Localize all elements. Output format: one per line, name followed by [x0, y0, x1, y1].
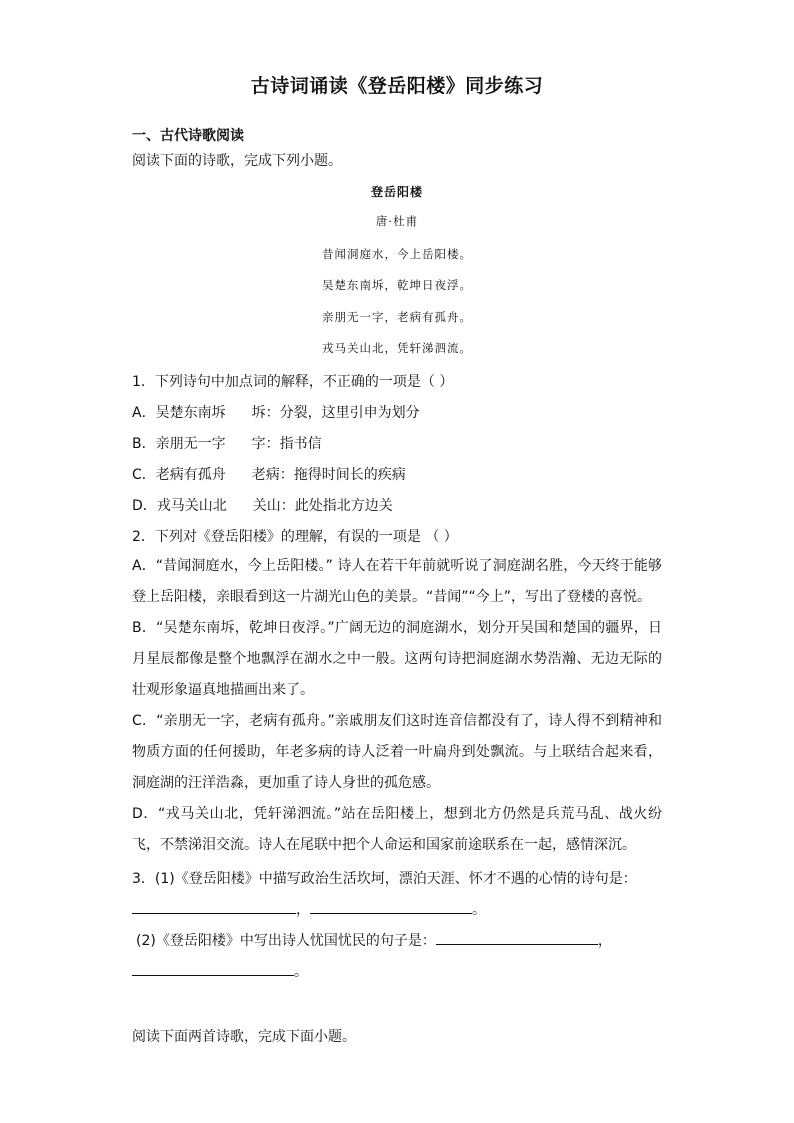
question-1-option-d	[132, 495, 393, 515]
poem-line: 亲朋无一字，老病有孤舟。	[322, 310, 472, 324]
question-1-option-b	[132, 433, 322, 453]
option-phrase: D．戎马关山北	[132, 498, 227, 514]
question-1-option-a	[132, 402, 420, 422]
question-2-option-b: B．“吴楚东南坼，乾坤日夜浮。”广阔无边的洞庭湖水，划分开吴国和楚国的疆界，日月星辰都像是整个地飘浮在湖水之中一般。这两句诗把洞庭湖水势浩瀚、无边无际的壮观形象逼真地描画出来了。	[132, 620, 662, 698]
question-1-option-c	[132, 464, 406, 484]
poem-line: 昔闻洞庭水，今上岳阳楼。	[322, 247, 472, 261]
option-phrase: A．吴楚东南坼	[132, 405, 226, 421]
poem-line: 吴楚东南坼，乾坤日夜浮。	[322, 278, 472, 292]
answer-blank[interactable]	[310, 899, 472, 914]
question-2-option-a: A．“昔闻洞庭水，今上岳阳楼。” 诗人在若干年前就听说了洞庭湖名胜，今天终于能够登上岳阳楼，亲眼看到这一片湖光山色的美景。“昔闻”“今上”，写出了登楼的喜悦。	[132, 558, 662, 605]
answer-blank[interactable]	[132, 899, 296, 914]
poem-author: 唐·杜甫	[375, 214, 419, 228]
question-2-option-c: C．“亲朋无一字，老病有孤舟。”亲戚朋友们这时连音信都没有了，诗人得不到精神和物质方面的任何援助，年老多病的诗人泛着一叶扁舟到处飘流。与上联结合起来看，洞庭湖的汪洋浩淼，更加重了诗人身世的孤危感。	[132, 713, 662, 791]
question-2-stem: 2．下列对《登岳阳楼》的理解，有误的一项是 （ ）	[132, 529, 458, 545]
question-2-option-d: D．“戎马关山北，凭轩涕泗流。”站在岳阳楼上，想到北方仍然是兵荒马乱、战火纷飞，不禁涕泪交流。诗人在尾联中把个人命运和国家前途联系在一起，感情深沉。	[132, 806, 662, 853]
option-phrase: B．亲朋无一字	[132, 436, 226, 452]
question-3-part-2: (2)《登岳阳楼》中写出诗人忧国忧民的句子是： ，	[136, 930, 612, 950]
question-3-answer-line-2: 。	[132, 961, 308, 981]
option-phrase: C．老病有孤舟	[132, 467, 226, 483]
option-explanation: 字：指书信	[251, 436, 322, 452]
option-explanation: 关山：此处指北方边关	[252, 498, 393, 514]
poem-title: 登岳阳楼	[370, 185, 423, 199]
poem-line: 戎马关山北，凭轩涕泗流。	[322, 341, 472, 355]
question-3-part-1: 3．(1)《登岳阳楼》中描写政治生活坎坷，漂泊天涯、怀才不遇的心情的诗句是：	[132, 871, 637, 887]
option-explanation: 老病：拖得时间长的疾病	[251, 467, 406, 483]
question-1-stem: 1．下列诗句中加点词的解释，不正确的一项是（ ）	[132, 374, 454, 390]
answer-blank[interactable]	[436, 930, 598, 945]
section-2-instruction: 阅读下面两首诗歌，完成下面小题。	[132, 1029, 356, 1045]
answer-blank[interactable]	[132, 961, 294, 976]
section-heading: 一、古代诗歌阅读	[132, 128, 244, 144]
section-instruction: 阅读下面的诗歌，完成下列小题。	[132, 153, 342, 169]
option-explanation: 坼：分裂，这里引申为划分	[251, 405, 420, 421]
page-title: 古诗词诵读《登岳阳楼》同步练习	[250, 75, 544, 97]
question-3-answer-line-1: ， 。	[132, 899, 486, 919]
